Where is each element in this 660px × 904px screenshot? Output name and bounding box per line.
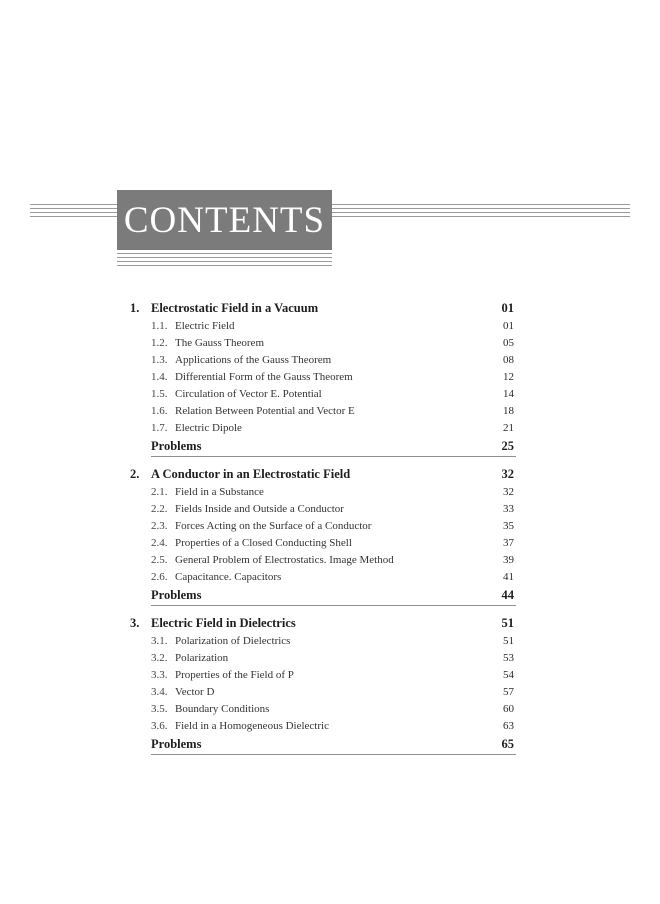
section-page: 35 [503,520,514,532]
chapter-number: 3. [130,616,140,630]
section-number: 2.1. [151,486,168,498]
section-row[interactable] [128,403,516,420]
section-row[interactable] [128,386,516,403]
section-title: Differential Form of the Gauss Theorem [175,371,353,383]
section-title: Properties of the Field of P [175,669,294,681]
section-title: Field in a Homogeneous Dielectric [175,720,329,732]
title-rules-left [30,204,117,218]
problems-label: Problems [151,439,202,453]
section-page: 32 [503,486,514,498]
section-row[interactable] [128,420,516,437]
section-number: 3.3. [151,669,168,681]
section-number: 2.6. [151,571,168,583]
section-number: 3.4. [151,686,168,698]
section-title: Capacitance. Capacitors [175,571,282,583]
section-number: 1.4. [151,371,168,383]
section-number: 2.2. [151,503,168,515]
problems-page: 65 [501,737,514,751]
section-number: 3.1. [151,635,168,647]
section-title: Polarization of Dielectrics [175,635,291,647]
section-number: 1.3. [151,354,168,366]
section-title: Circulation of Vector E. Potential [175,388,322,400]
chapter-divider [151,605,516,606]
section-title: Properties of a Closed Conducting Shell [175,537,352,549]
section-number: 1.5. [151,388,168,400]
section-page: 37 [503,537,514,549]
section-row[interactable] [128,667,516,684]
problems-page: 44 [501,588,514,602]
section-title: Boundary Conditions [175,703,270,715]
section-row[interactable] [128,684,516,701]
section-number: 1.2. [151,337,168,349]
problems-row[interactable] [128,735,516,753]
section-number: 3.2. [151,652,168,664]
section-title: Fields Inside and Outside a Conductor [175,503,344,515]
chapter-heading[interactable] [128,464,516,484]
section-page: 14 [503,388,514,400]
section-row[interactable] [128,535,516,552]
section-title: Forces Acting on the Surface of a Conductor [175,520,372,532]
section-row[interactable] [128,701,516,718]
problems-row[interactable] [128,437,516,455]
section-row[interactable] [128,318,516,335]
chapter-page: 51 [501,616,514,630]
title-rules-below [117,253,332,267]
section-row[interactable] [128,369,516,386]
chapter-heading[interactable] [128,613,516,633]
chapter-page: 32 [501,467,514,481]
section-row[interactable] [128,352,516,369]
chapter-number: 2. [130,467,140,481]
section-number: 1.6. [151,405,168,417]
section-title: The Gauss Theorem [175,337,264,349]
chapter-heading[interactable] [128,298,516,318]
section-row[interactable] [128,552,516,569]
section-row[interactable] [128,650,516,667]
section-page: 39 [503,554,514,566]
section-title: Electric Field [175,320,235,332]
section-page: 53 [503,652,514,664]
section-page: 08 [503,354,514,366]
chapter-title: A Conductor in an Electrostatic Field [151,467,351,481]
problems-row[interactable] [128,586,516,604]
section-row[interactable] [128,484,516,501]
section-row[interactable] [128,501,516,518]
section-page: 63 [503,720,514,732]
chapter-page: 01 [501,301,514,315]
section-page: 33 [503,503,514,515]
section-page: 12 [503,371,514,383]
section-number: 1.7. [151,422,168,434]
chapter-title: Electrostatic Field in a Vacuum [151,301,319,315]
section-title: Vector D [175,686,215,698]
section-title: General Problem of Electrostatics. Image Method [175,554,394,566]
section-title: Electric Dipole [175,422,242,434]
section-row[interactable] [128,718,516,735]
title-rules-right [332,204,630,218]
section-number: 2.3. [151,520,168,532]
section-number: 1.1. [151,320,168,332]
section-page: 18 [503,405,514,417]
section-title: Polarization [175,652,229,664]
section-number: 2.5. [151,554,168,566]
section-row[interactable] [128,569,516,586]
chapter-3 [128,613,516,755]
section-title: Field in a Substance [175,486,264,498]
section-page: 05 [503,337,514,349]
section-title: Applications of the Gauss Theorem [175,354,332,366]
section-number: 3.5. [151,703,168,715]
section-number: 3.6. [151,720,168,732]
problems-page: 25 [501,439,514,453]
chapter-divider [151,754,516,755]
section-page: 01 [503,320,514,332]
section-title: Relation Between Potential and Vector E [175,405,355,417]
section-row[interactable] [128,518,516,535]
table-of-contents [128,298,516,762]
section-page: 57 [503,686,514,698]
chapter-divider [151,456,516,457]
section-page: 41 [503,571,514,583]
section-row[interactable] [128,335,516,352]
section-number: 2.4. [151,537,168,549]
problems-label: Problems [151,737,202,751]
chapter-1 [128,298,516,457]
page-title [117,190,332,250]
chapter-2 [128,464,516,606]
chapter-title: Electric Field in Dielectrics [151,616,296,630]
problems-label: Problems [151,588,202,602]
page-title-text: CONTENTS [123,199,326,241]
section-page: 21 [503,422,514,434]
chapter-number: 1. [130,301,140,315]
section-page: 51 [503,635,514,647]
section-page: 54 [503,669,514,681]
section-page: 60 [503,703,514,715]
section-row[interactable] [128,633,516,650]
